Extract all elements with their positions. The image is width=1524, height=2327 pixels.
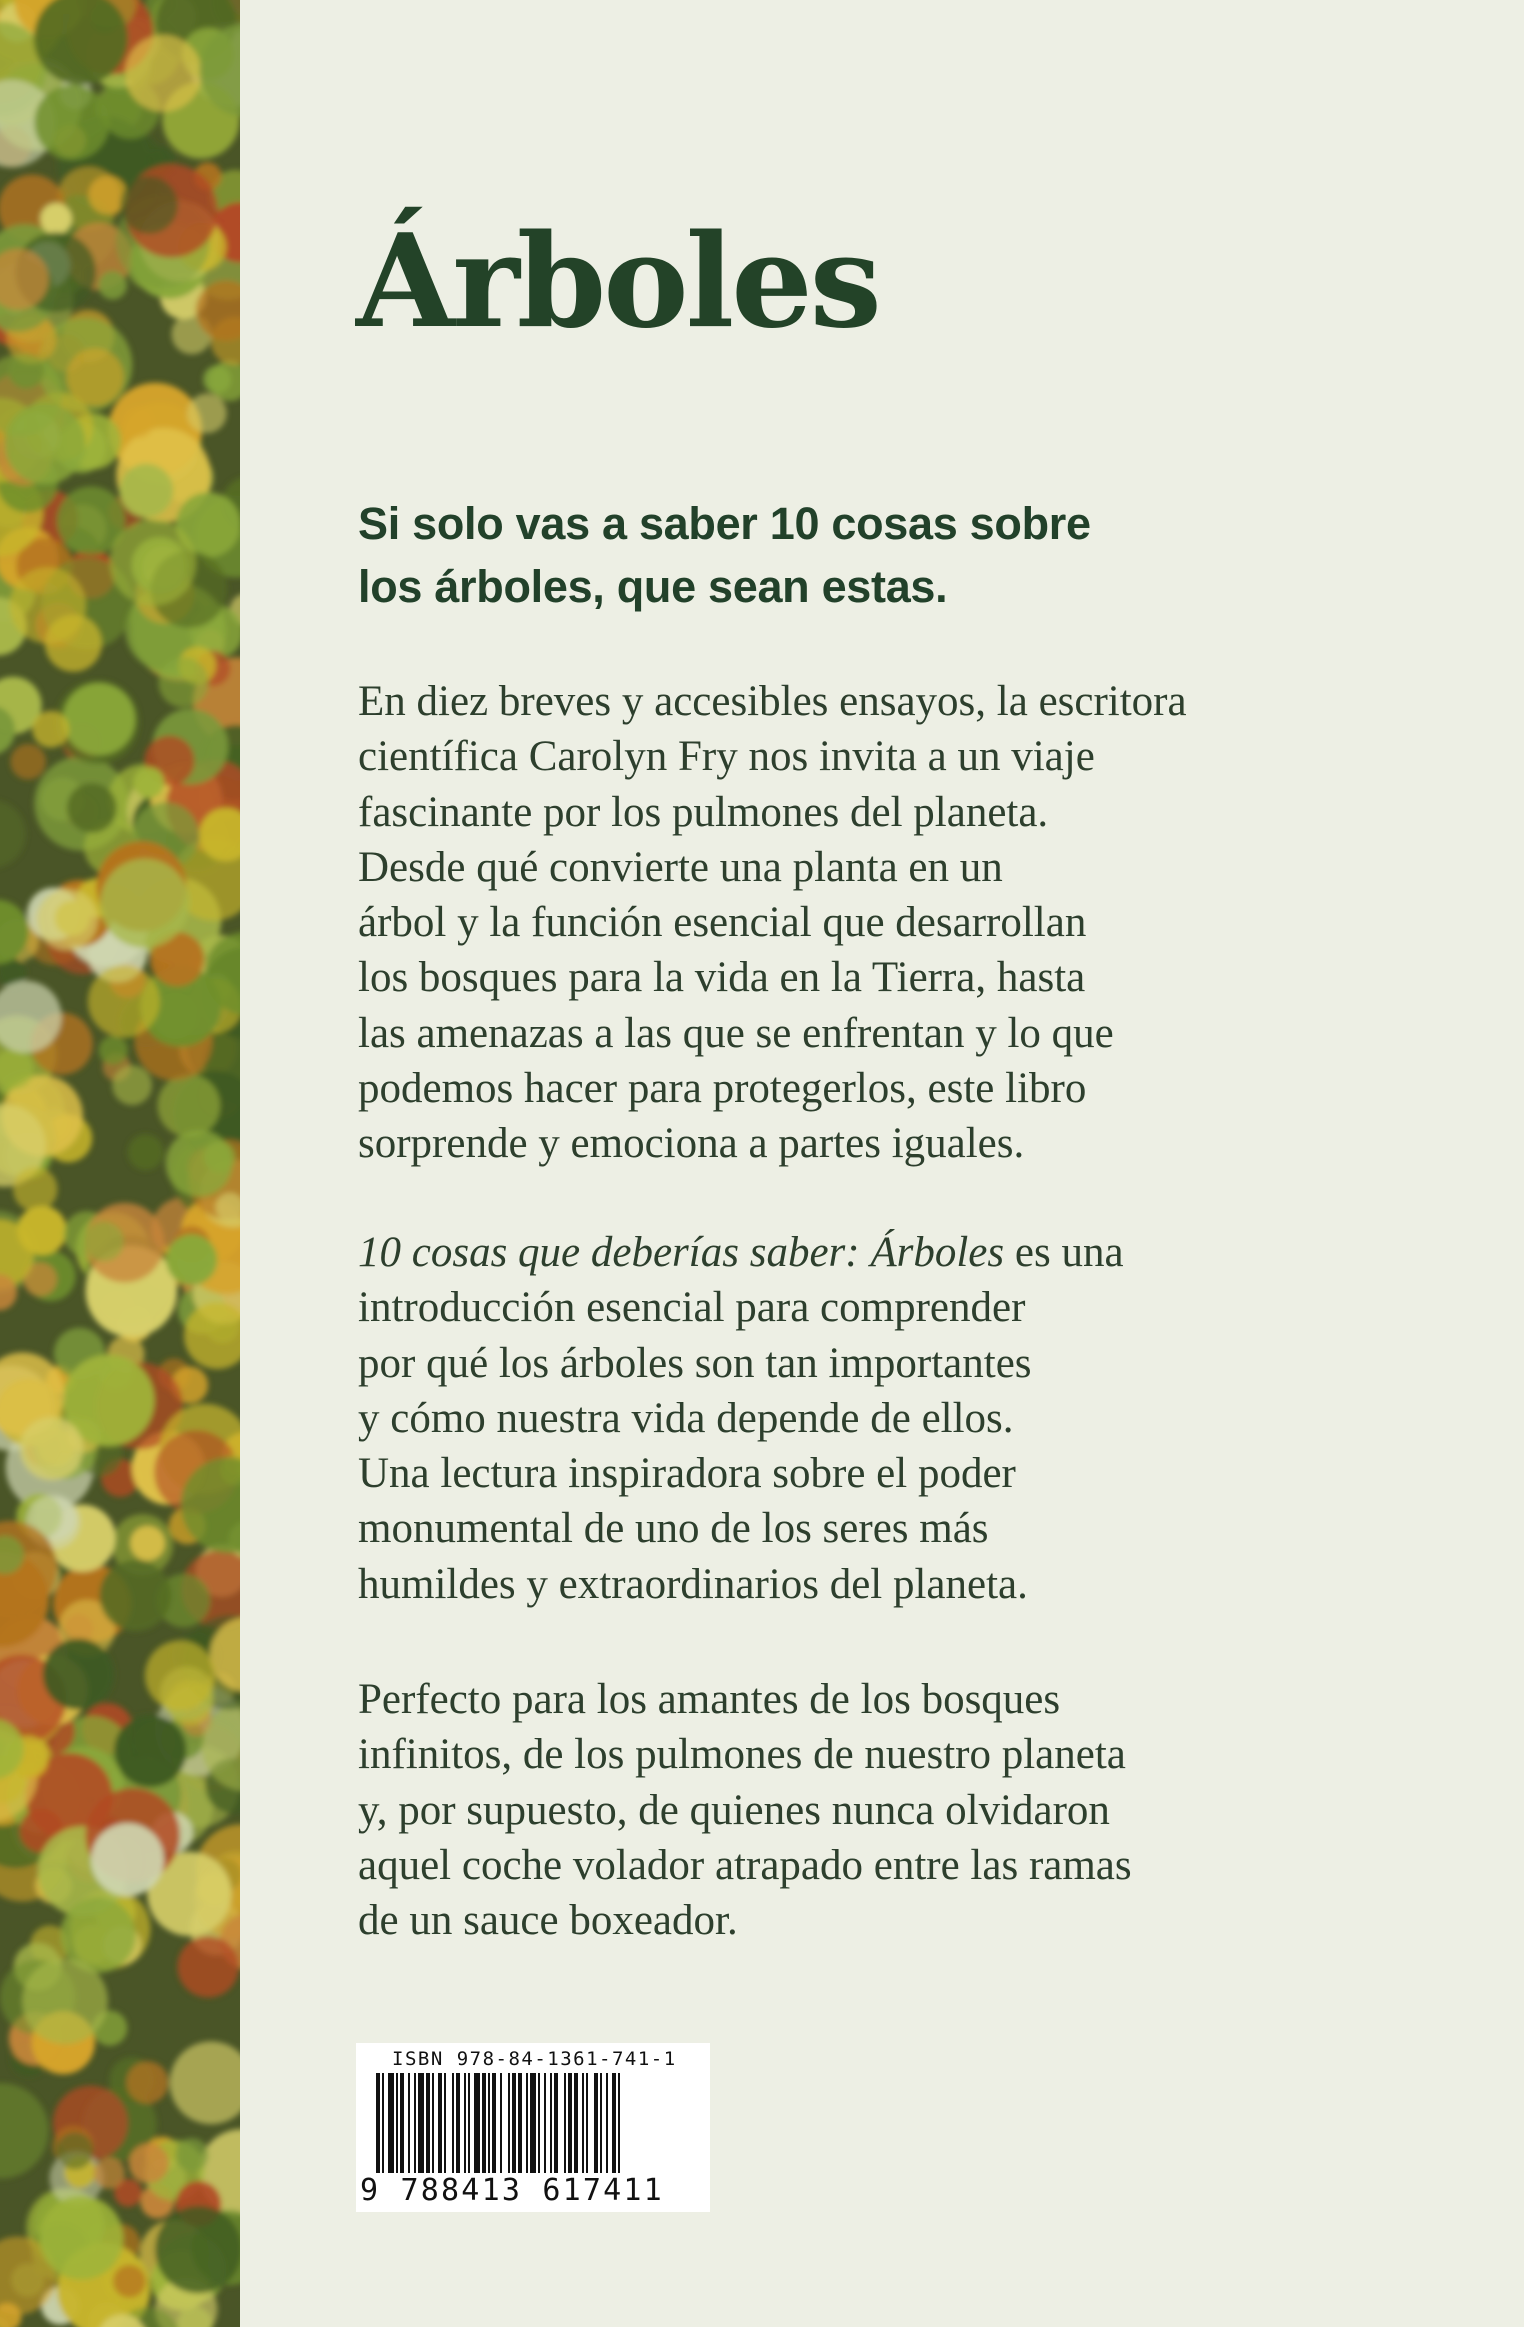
barcode-bar bbox=[426, 2073, 430, 2181]
tree-crown bbox=[99, 1036, 128, 1065]
text-line: monumental de uno de los seres más bbox=[358, 1505, 989, 1553]
barcode-bar bbox=[382, 2073, 384, 2181]
series-title: 10 cosas que deberías saber: Árboles bbox=[358, 1229, 1005, 1276]
tree-crown bbox=[67, 783, 117, 833]
tree-crown bbox=[100, 859, 189, 948]
barcode-bar bbox=[376, 2073, 380, 2181]
barcode-bar bbox=[594, 2073, 598, 2181]
text-line: de un sauce boxeador. bbox=[358, 1897, 738, 1945]
barcode-bar bbox=[574, 2073, 578, 2181]
text-line: y, por supuesto, de quienes nunca olvidaron bbox=[358, 1786, 1110, 1834]
tree-crown bbox=[166, 1234, 217, 1285]
text-line: Perfecto para los amantes de los bosques bbox=[358, 1676, 1061, 1723]
tagline-line: Si solo vas a saber 10 cosas sobre bbox=[358, 498, 1091, 549]
tree-crown bbox=[119, 464, 173, 518]
barcode-bar bbox=[464, 2073, 466, 2181]
text-line: las amenazas a las que se enfrentan y lo que bbox=[358, 1009, 1114, 1057]
barcode-bar bbox=[550, 2073, 552, 2181]
tree-crown bbox=[158, 657, 208, 707]
text-line: los bosques para la vida en la Tierra, hasta bbox=[358, 954, 1086, 1002]
description-paragraph-1 bbox=[358, 674, 1388, 1172]
text-line: aquel coche volador atrapado entre las ramas bbox=[358, 1841, 1132, 1889]
barcode-bar bbox=[396, 2073, 398, 2181]
tree-crown bbox=[45, 615, 102, 672]
tagline-line: los árboles, que sean estas. bbox=[358, 561, 948, 612]
barcode-bar bbox=[456, 2073, 460, 2181]
barcode-bar bbox=[600, 2073, 602, 2181]
barcode-bar bbox=[492, 2073, 496, 2181]
tree-crown bbox=[10, 744, 46, 780]
barcode-bar bbox=[488, 2073, 490, 2181]
tree-crown bbox=[84, 1222, 124, 1262]
tree-crown bbox=[91, 1823, 164, 1896]
text-line: infinitos, de los pulmones de nuestro planeta bbox=[358, 1731, 1126, 1779]
barcode-bar bbox=[612, 2073, 616, 2181]
text-line: científica Carolyn Fry nos invita a un viaje bbox=[358, 733, 1095, 781]
barcode-bar bbox=[538, 2073, 540, 2181]
barcode-bar bbox=[564, 2073, 566, 2181]
text-line: por qué los árboles son tan importantes bbox=[358, 1339, 1032, 1387]
text-line bbox=[358, 1225, 1388, 1280]
tree-crown bbox=[40, 203, 72, 235]
barcode-bar bbox=[618, 2073, 620, 2181]
forest-aerial-photo bbox=[0, 0, 240, 2327]
tree-crown bbox=[133, 767, 164, 798]
barcode-bar bbox=[568, 2073, 572, 2181]
tree-crown bbox=[204, 1141, 236, 1173]
tree-crown bbox=[130, 1525, 166, 1561]
text-line: Una lectura inspiradora sobre el poder bbox=[358, 1450, 1016, 1498]
tree-crown bbox=[56, 2132, 93, 2169]
tree-crown bbox=[94, 2158, 125, 2189]
barcode-bar bbox=[582, 2073, 584, 2181]
tree-crown bbox=[155, 2206, 240, 2293]
tree-crown bbox=[34, 85, 109, 160]
barcode-bar bbox=[418, 2073, 424, 2181]
tree-crown bbox=[20, 1417, 83, 1480]
barcode-bar bbox=[554, 2073, 558, 2181]
tree-crown bbox=[128, 1134, 164, 1170]
barcode-bar bbox=[544, 2073, 546, 2181]
text-line: Desde qué convierte una planta en un bbox=[358, 843, 1003, 891]
barcode-bars bbox=[376, 2073, 696, 2181]
barcode-bar bbox=[438, 2073, 442, 2181]
barcode-bar bbox=[586, 2073, 588, 2181]
tree-crown bbox=[4, 403, 85, 484]
tree-crown bbox=[88, 965, 160, 1037]
tree-crown bbox=[99, 1559, 171, 1631]
tree-crown bbox=[63, 683, 136, 756]
barcode-bar bbox=[512, 2073, 516, 2181]
tree-crown bbox=[129, 2143, 169, 2183]
tree-crown bbox=[125, 35, 202, 112]
barcode-bar bbox=[452, 2073, 454, 2181]
text-fragment: es una bbox=[1004, 1229, 1124, 1276]
description-paragraph-2 bbox=[358, 1225, 1388, 1612]
text-line: podemos hacer para protegerlos, este libro bbox=[358, 1065, 1087, 1113]
barcode-bar bbox=[474, 2073, 480, 2181]
text-line: introducción esencial para comprender bbox=[358, 1284, 1026, 1332]
text-line: En diez breves y accesibles ensayos, la escritora bbox=[358, 678, 1187, 725]
barcode-bar bbox=[408, 2073, 410, 2181]
text-line: sorprende y emociona a partes iguales. bbox=[358, 1120, 1025, 1168]
tree-crown bbox=[114, 1715, 186, 1787]
text-line: humildes y extraordinarios del planeta. bbox=[358, 1560, 1028, 1608]
barcode-bar bbox=[530, 2073, 536, 2181]
barcode-bar bbox=[468, 2073, 470, 2181]
tree-crown bbox=[39, 2196, 123, 2280]
tree-crown bbox=[37, 889, 98, 950]
tree-crown bbox=[157, 1074, 220, 1137]
barcode-bar bbox=[400, 2073, 404, 2181]
text-line: árbol y la función esencial que desarrollan bbox=[358, 899, 1087, 947]
ean-digits: 9 788413 617411 bbox=[360, 2173, 664, 2208]
isbn-barcode bbox=[356, 2043, 710, 2212]
tree-crown bbox=[110, 519, 197, 606]
tagline bbox=[358, 492, 1158, 618]
barcode-bar bbox=[414, 2073, 416, 2181]
tree-crown bbox=[187, 394, 227, 434]
tree-crown bbox=[126, 2061, 168, 2103]
tree-crown bbox=[22, 1958, 108, 2044]
tree-crown bbox=[177, 1936, 238, 1997]
isbn-label: ISBN 978-84-1361-741-1 bbox=[392, 2048, 677, 2070]
tree-crown bbox=[13, 1167, 57, 1211]
description-paragraph-3 bbox=[358, 1672, 1388, 1948]
tree-crown bbox=[43, 1639, 114, 1710]
barcode-bar bbox=[508, 2073, 510, 2181]
barcode-bar bbox=[444, 2073, 446, 2181]
text-line: y cómo nuestra vida depende de ellos. bbox=[358, 1394, 1014, 1442]
book-title: Árboles bbox=[356, 207, 879, 357]
tree-crown bbox=[112, 1065, 152, 1105]
tree-crown bbox=[113, 2265, 146, 2298]
tree-crown bbox=[122, 406, 154, 438]
text-line: fascinante por los pulmones del planeta. bbox=[358, 788, 1049, 836]
barcode-bar bbox=[518, 2073, 522, 2181]
barcode-bar bbox=[606, 2073, 608, 2181]
barcode-bar bbox=[432, 2073, 434, 2181]
barcode-bar bbox=[500, 2073, 502, 2181]
tree-crown bbox=[32, 711, 69, 748]
tree-crown bbox=[120, 176, 178, 234]
forest-canopy-image bbox=[0, 0, 240, 2327]
tree-crown bbox=[145, 1641, 215, 1711]
tree-crown bbox=[175, 2138, 209, 2172]
barcode-bar bbox=[388, 2073, 394, 2181]
tree-crown bbox=[98, 271, 127, 300]
barcode-bar bbox=[482, 2073, 486, 2181]
barcode-bar bbox=[526, 2073, 528, 2181]
